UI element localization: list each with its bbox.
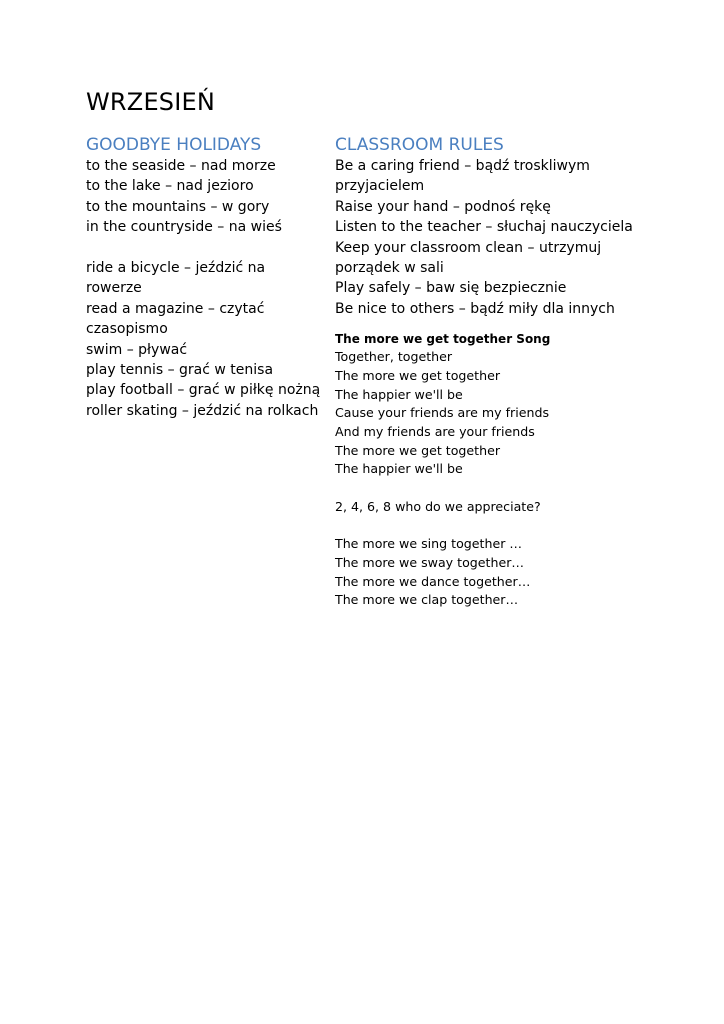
vocab-line: read a magazine – czytać — [86, 300, 265, 317]
song-lyrics — [335, 348, 665, 610]
vocab-line: ride a bicycle – jeździć na — [86, 260, 266, 277]
vocab-line: play tennis – grać w tenisa — [86, 362, 274, 379]
rule-line: Be nice to others – bądź miły dla innych — [335, 300, 615, 317]
vocab-line: play football – grać w piłkę nożną — [86, 382, 321, 399]
vocab-line: rowerze — [86, 280, 142, 297]
vocab-line: in the countryside – na wieś — [86, 219, 282, 236]
lyric-line: The more we clap together… — [335, 592, 519, 608]
rule-line: Be a caring friend – bądź troskliwym — [335, 158, 590, 174]
song-title: The more we get together Song — [335, 332, 551, 347]
lyric-line: Together, together — [335, 349, 453, 365]
vocab-line: to the seaside – nad morze — [86, 158, 276, 174]
lyric-line: The happier we'll be — [335, 461, 463, 477]
spacer — [335, 479, 665, 498]
vocab-line: to the lake – nad jezioro — [86, 178, 254, 195]
lyric-line: Cause your friends are my friends — [335, 405, 550, 421]
page-title: WRZESIEŃ — [86, 88, 216, 116]
rule-line: porządek w sali — [335, 260, 444, 277]
goodbye-holidays-section — [86, 134, 326, 421]
lyric-line: And my friends are your friends — [335, 424, 535, 440]
vocab-line: roller skating – jeździć na rolkach — [86, 402, 319, 419]
classroom-rules-section — [335, 134, 665, 610]
vocabulary-list — [86, 156, 326, 421]
rules-list — [335, 156, 665, 319]
vocab-line: czasopismo — [86, 321, 168, 338]
lyric-line: The more we sing together … — [335, 536, 522, 552]
lyric-line: The happier we'll be — [335, 386, 463, 402]
chant-line: 2, 4, 6, 8 who do we appreciate? — [335, 498, 541, 514]
rule-line: Keep your classroom clean – utrzymuj — [335, 239, 602, 256]
lyric-line: The more we sway together… — [335, 554, 524, 570]
lyric-line: The more we dance together… — [335, 573, 531, 589]
spacer — [86, 238, 326, 258]
rule-line: Raise your hand – podnoś rękę — [335, 198, 551, 215]
section-heading: GOODBYE HOLIDAYS — [86, 135, 262, 155]
rule-line: Listen to the teacher – słuchaj nauczyciela — [335, 219, 633, 236]
vocab-line: swim – pływać — [86, 341, 188, 358]
spacer — [335, 517, 665, 536]
vocab-line: to the mountains – w gory — [86, 198, 270, 215]
rule-line: przyjacielem — [335, 178, 425, 195]
section-heading: CLASSROOM RULES — [335, 135, 504, 155]
lyric-line: The more we get together — [335, 442, 501, 458]
rule-line: Play safely – baw się bezpiecznie — [335, 280, 567, 297]
lyric-line: The more we get together — [335, 367, 501, 383]
